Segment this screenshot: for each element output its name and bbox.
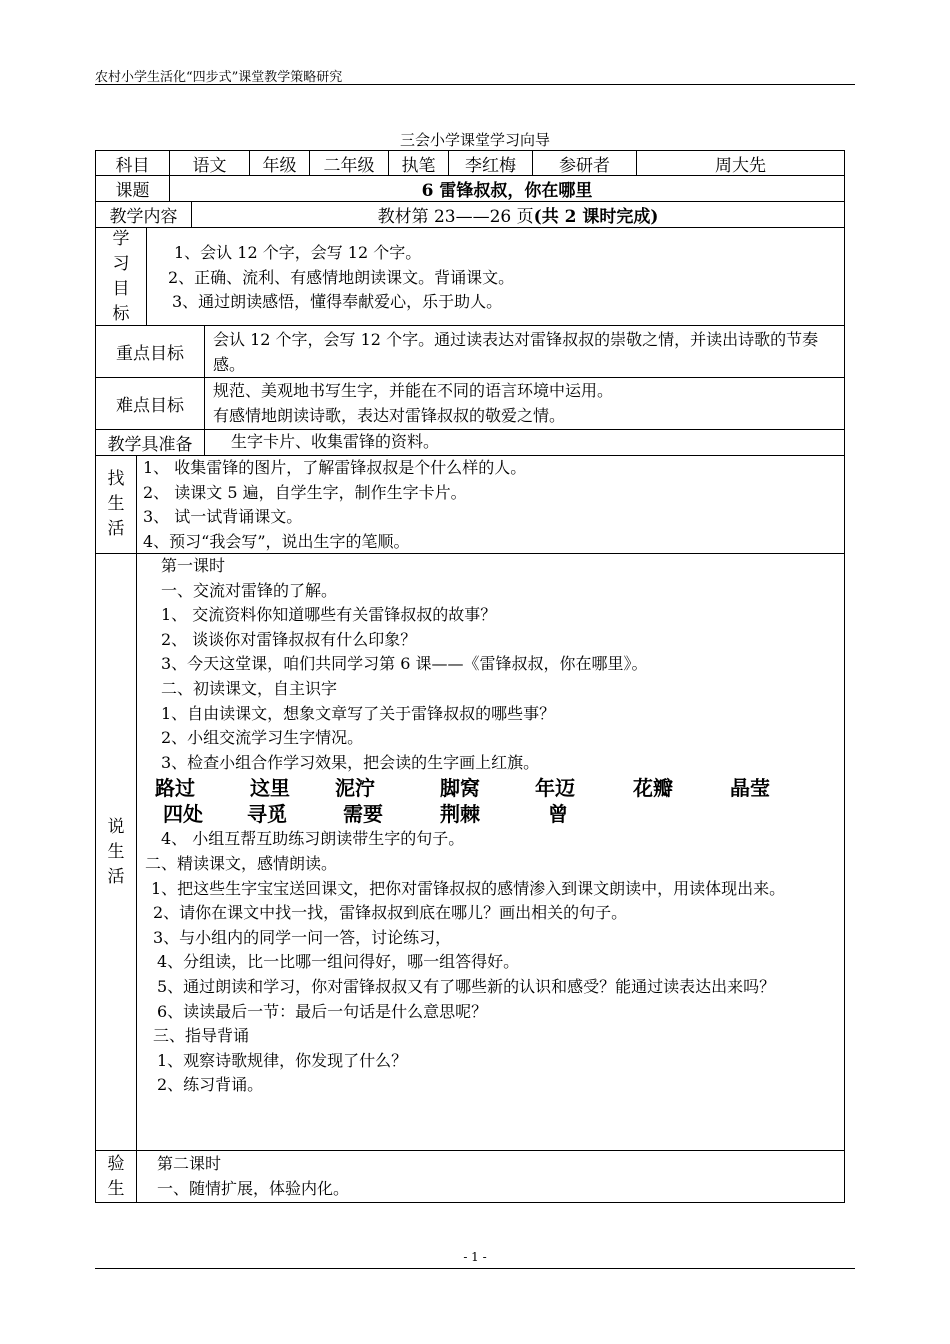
goal-item: 3、通过朗读感悟，懂得奉献爱心，乐于助人。 bbox=[172, 292, 503, 311]
hard-goal-line: 有感情地朗读诗歌，表达对雷锋叔叔的敬爱之情。 bbox=[213, 405, 566, 425]
header-divider bbox=[95, 84, 855, 85]
prep-text: 生字卡片、收集雷锋的资料。 bbox=[204, 430, 844, 455]
content-text: 教材第 23——26 页 bbox=[377, 207, 534, 227]
new-char-word: 泥泞 bbox=[335, 776, 375, 801]
page-number: - 1 - bbox=[463, 1250, 487, 1264]
lesson-step: 1、自由读课文，想象文章写了关于雷锋叔叔的哪些事？ bbox=[161, 703, 556, 723]
goal-item: 2、正确、流利、有感情地朗读课文。背诵课文。 bbox=[168, 267, 515, 287]
goals-label-char: 目 bbox=[112, 278, 130, 299]
new-chars-row bbox=[145, 801, 836, 827]
new-char-word: 这里 bbox=[250, 776, 290, 801]
content-row bbox=[95, 202, 845, 228]
prep-row bbox=[95, 430, 845, 456]
lesson-title: 6 雷锋叔叔，你在哪里 bbox=[169, 176, 844, 201]
section-heading: 三、指导背诵 bbox=[153, 1026, 250, 1046]
new-char-word: 晶莹 bbox=[730, 776, 770, 801]
prep-label: 教学具准备 bbox=[107, 435, 193, 455]
key-goal-label: 重点目标 bbox=[116, 344, 184, 364]
goals-label bbox=[96, 228, 146, 325]
find-life-label-char: 活 bbox=[107, 519, 125, 539]
lesson-row bbox=[95, 176, 845, 202]
subject-value: 语文 bbox=[169, 151, 249, 175]
footer-divider bbox=[95, 1268, 855, 1269]
say-life-content bbox=[136, 554, 844, 1150]
lesson-step: 5、通过朗读和学习，你对雷锋叔叔又有了哪些新的认识和感受？能通过读表达出来吗？ bbox=[157, 976, 776, 996]
new-char-word: 曾 bbox=[548, 802, 568, 827]
verify-life-row bbox=[95, 1151, 845, 1203]
document-title: 三会小学课堂学习向导 bbox=[399, 131, 550, 149]
lesson-step: 6、读读最后一节：最后一句话是什么意思呢？ bbox=[157, 1001, 488, 1021]
lesson-step: 2、请你在课文中找一找，雷锋叔叔到底在哪儿？画出相关的句子。 bbox=[153, 903, 628, 923]
subject-label: 科目 bbox=[115, 155, 150, 176]
hard-goal-text bbox=[204, 378, 844, 429]
new-char-word: 需要 bbox=[343, 802, 383, 827]
goals-label-char: 习 bbox=[112, 253, 130, 274]
hard-goal-line: 规范、美观地书写生字，并能在不同的语言环境中运用。 bbox=[213, 381, 614, 400]
say-life-label-char: 生 bbox=[107, 841, 125, 862]
content-note: (共 2 课时完成) bbox=[533, 207, 659, 227]
verify-life-label-char: 验 bbox=[107, 1153, 125, 1174]
lesson-step: 4、 小组互帮互助练习朗读带生字的句子。 bbox=[161, 829, 465, 849]
hard-goal-label: 难点目标 bbox=[116, 396, 184, 416]
hard-goal-row bbox=[95, 378, 845, 430]
reviewer-label: 参研者 bbox=[532, 151, 636, 175]
new-char-word: 四处 bbox=[163, 802, 203, 827]
key-goal-text: 会认 12 个字，会写 12 个字。通过读表达对雷锋叔叔的崇敬之情，并读出诗歌的节奏感。 bbox=[204, 326, 844, 377]
section-heading: 二、精读课文，感情朗读。 bbox=[145, 853, 338, 873]
info-row bbox=[95, 150, 845, 176]
new-char-word: 路过 bbox=[155, 776, 195, 801]
goal-item: 1、会认 12 个字，会写 12 个字。 bbox=[174, 243, 422, 262]
goals-label-char: 标 bbox=[112, 303, 130, 324]
find-life-list bbox=[136, 456, 844, 553]
lesson-step: 3、检查小组合作学习效果，把会读的生字画上红旗。 bbox=[161, 752, 540, 772]
new-chars-row bbox=[145, 775, 836, 801]
lesson-step: 2、小组交流学习生字情况。 bbox=[161, 728, 364, 748]
reviewer-value: 周大先 bbox=[636, 151, 844, 175]
lesson-step: 1、把这些生字宝宝送回课文，把你对雷锋叔叔的感情渗入到课文朗读中，用读体现出来。 bbox=[151, 878, 786, 898]
lesson-step: 4、分组读，比一比哪一组问得好，哪一组答得好。 bbox=[157, 952, 520, 972]
verify-life-content bbox=[136, 1151, 844, 1202]
find-life-item: 3、 试一试背诵课文。 bbox=[143, 507, 303, 526]
new-char-word: 脚窝 bbox=[440, 776, 480, 801]
lesson-step: 3、今天这堂课，咱们共同学习第 6 课——《雷锋叔叔，你在哪里》。 bbox=[161, 654, 648, 674]
section-heading: 一、交流对雷锋的了解。 bbox=[161, 580, 338, 600]
page-header: 农村小学生活化“四步式”课堂教学策略研究 bbox=[95, 70, 343, 85]
verify-life-label bbox=[96, 1151, 136, 1202]
session-heading: 第二课时 bbox=[157, 1154, 222, 1173]
goals-row bbox=[95, 228, 845, 326]
grade-label: 年级 bbox=[249, 151, 309, 175]
goals-label-char: 学 bbox=[112, 228, 130, 249]
section-heading: 一、随情扩展，体验内化。 bbox=[157, 1178, 350, 1198]
find-life-label bbox=[96, 456, 136, 553]
find-life-item: 1、 收集雷锋的图片，了解雷锋叔叔是个什么样的人。 bbox=[143, 458, 527, 477]
say-life-label bbox=[96, 554, 136, 1150]
lesson-step: 2、练习背诵。 bbox=[157, 1075, 264, 1095]
new-char-word: 年迈 bbox=[535, 776, 575, 801]
author-label: 执笔 bbox=[388, 151, 448, 175]
grade-value: 二年级 bbox=[309, 151, 388, 175]
new-char-word: 花瓣 bbox=[633, 776, 673, 801]
find-life-row bbox=[95, 456, 845, 554]
lesson-step: 2、 谈谈你对雷锋叔叔有什么印象？ bbox=[161, 629, 417, 649]
content-value bbox=[191, 202, 844, 227]
find-life-label-char: 找 bbox=[107, 469, 125, 489]
say-life-row bbox=[95, 554, 845, 1151]
find-life-label-char: 生 bbox=[107, 494, 125, 514]
goals-list bbox=[146, 228, 844, 325]
say-life-label-char: 活 bbox=[107, 866, 125, 887]
lesson-label: 课题 bbox=[115, 181, 150, 201]
new-char-word: 荆棘 bbox=[440, 802, 480, 827]
key-goal-row bbox=[95, 326, 845, 378]
find-life-item: 4、预习“我会写”，说出生字的笔顺。 bbox=[143, 531, 410, 551]
find-life-item: 2、 读课文 5 遍，自学生字，制作生字卡片。 bbox=[143, 482, 467, 502]
section-heading: 二、初读课文，自主识字 bbox=[161, 678, 338, 698]
verify-life-label-char: 生 bbox=[107, 1178, 125, 1199]
content-label: 教学内容 bbox=[109, 207, 178, 227]
lesson-step: 1、观察诗歌规律，你发现了什么？ bbox=[157, 1050, 408, 1070]
lesson-step: 1、 交流资料你知道哪些有关雷锋叔叔的故事？ bbox=[161, 605, 497, 625]
session-heading: 第一课时 bbox=[161, 556, 226, 575]
say-life-label-char: 说 bbox=[107, 816, 125, 837]
new-char-word: 寻觅 bbox=[247, 802, 287, 827]
lesson-step: 3、与小组内的同学一问一答，讨论练习， bbox=[153, 927, 452, 947]
author-value: 李红梅 bbox=[448, 151, 532, 175]
